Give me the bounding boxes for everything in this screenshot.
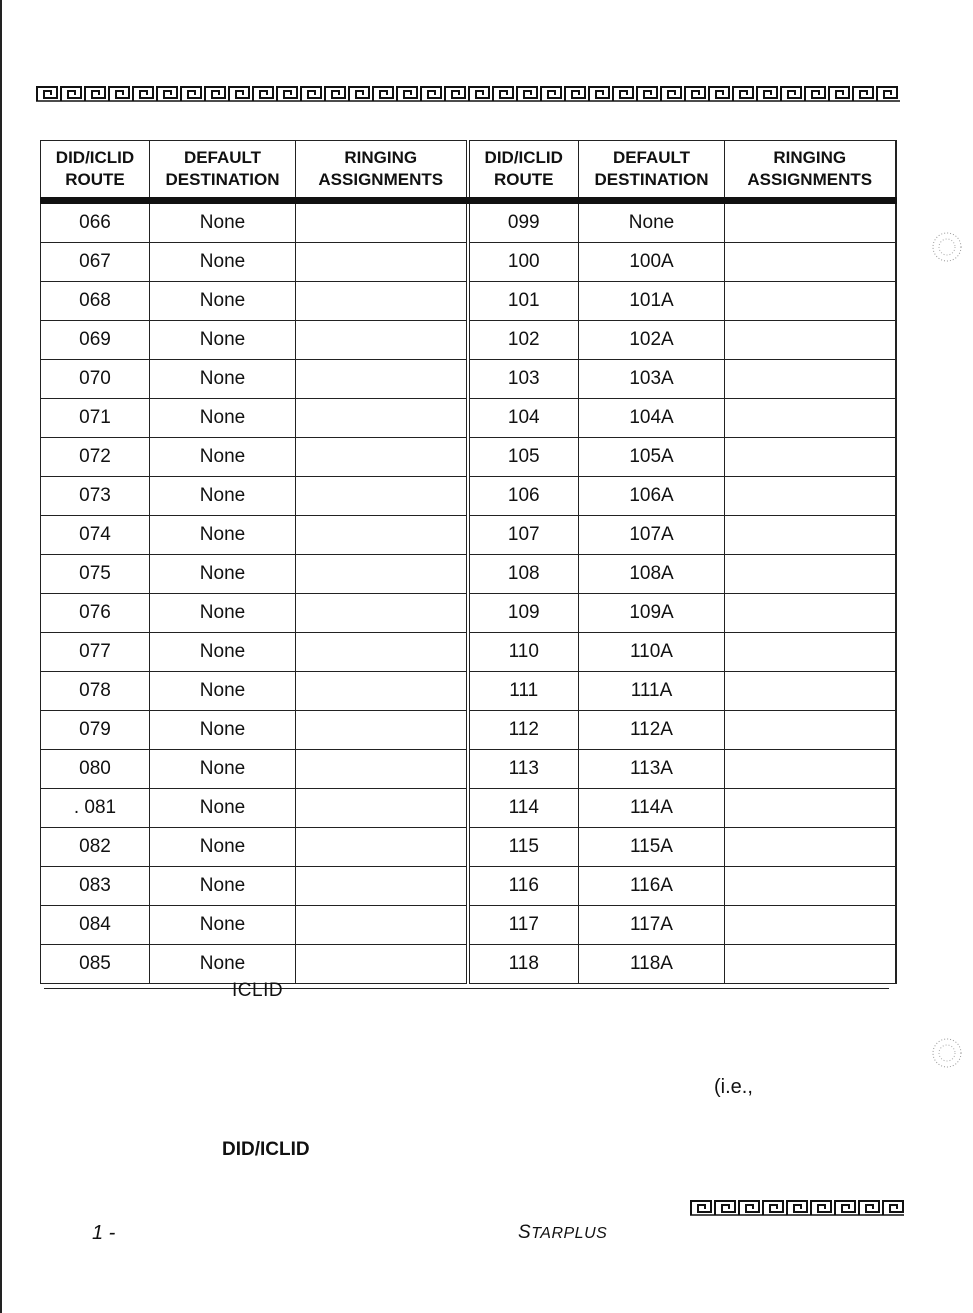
route-b-cell: 104 bbox=[468, 399, 579, 438]
route-b-cell: 114 bbox=[468, 789, 579, 828]
destination-b-cell: 106A bbox=[579, 477, 725, 516]
table-row bbox=[41, 321, 896, 360]
destination-a-cell: None bbox=[150, 399, 296, 438]
table-row bbox=[41, 516, 896, 555]
header-line: DEFAULT bbox=[183, 148, 262, 167]
brand-initial: S bbox=[518, 1222, 532, 1243]
route-a-cell: 074 bbox=[41, 516, 150, 555]
table-row bbox=[41, 906, 896, 945]
header-line: ROUTE bbox=[65, 170, 125, 189]
ringing-b-cell bbox=[725, 360, 896, 399]
route-b-cell: 111 bbox=[468, 672, 579, 711]
route-a-cell: 083 bbox=[41, 867, 150, 906]
brand-rest: TARPLUS bbox=[531, 1225, 608, 1242]
route-b-cell: 113 bbox=[468, 750, 579, 789]
table-row bbox=[41, 867, 896, 906]
destination-b-cell: 103A bbox=[579, 360, 725, 399]
header-line: DESTINATION bbox=[594, 170, 709, 189]
header-line: DESTINATION bbox=[165, 170, 280, 189]
route-a-cell: 078 bbox=[41, 672, 150, 711]
destination-b-cell: 110A bbox=[579, 633, 725, 672]
ie-fragment: (i.e., bbox=[714, 1076, 753, 1098]
route-a-cell: 073 bbox=[41, 477, 150, 516]
table-row bbox=[41, 750, 896, 789]
destination-a-cell: None bbox=[150, 633, 296, 672]
ringing-a-cell bbox=[296, 516, 468, 555]
destination-b-cell: 102A bbox=[579, 321, 725, 360]
ringing-a-cell bbox=[296, 828, 468, 867]
route-a-cell: . 081 bbox=[41, 789, 150, 828]
destination-a-cell: None bbox=[150, 867, 296, 906]
destination-a-cell: None bbox=[150, 594, 296, 633]
ringing-a-cell bbox=[296, 672, 468, 711]
ringing-a-cell bbox=[296, 477, 468, 516]
destination-a-cell: None bbox=[150, 438, 296, 477]
table-row bbox=[41, 555, 896, 594]
destination-b-cell: 117A bbox=[579, 906, 725, 945]
iclid-fragment: ICLID bbox=[232, 980, 284, 1001]
route-a-cell: 069 bbox=[41, 321, 150, 360]
route-a-cell: 085 bbox=[41, 945, 150, 984]
table-header-row bbox=[41, 141, 896, 201]
ringing-a-cell bbox=[296, 399, 468, 438]
route-b-cell: 106 bbox=[468, 477, 579, 516]
did-route-table-container bbox=[40, 140, 895, 984]
table-row bbox=[41, 399, 896, 438]
destination-a-cell: None bbox=[150, 201, 296, 243]
destination-a-cell: None bbox=[150, 282, 296, 321]
table-row bbox=[41, 828, 896, 867]
greek-key-border-top bbox=[36, 86, 900, 102]
header-line: RINGING bbox=[773, 148, 847, 167]
did-iclid-fragment: DID/ICLID bbox=[222, 1139, 310, 1160]
ringing-b-cell bbox=[725, 438, 896, 477]
route-a-cell: 084 bbox=[41, 906, 150, 945]
ringing-b-cell bbox=[725, 594, 896, 633]
ringing-b-cell bbox=[725, 243, 896, 282]
header-destination-a bbox=[150, 141, 296, 201]
ringing-b-cell bbox=[725, 711, 896, 750]
header-route-b bbox=[468, 141, 579, 201]
ringing-a-cell bbox=[296, 360, 468, 399]
destination-a-cell: None bbox=[150, 243, 296, 282]
destination-a-cell: None bbox=[150, 789, 296, 828]
greek-key-border-bottom bbox=[690, 1200, 904, 1216]
table-row bbox=[41, 282, 896, 321]
route-b-cell: 101 bbox=[468, 282, 579, 321]
route-a-cell: 072 bbox=[41, 438, 150, 477]
destination-a-cell: None bbox=[150, 750, 296, 789]
route-a-cell: 077 bbox=[41, 633, 150, 672]
destination-b-cell: 109A bbox=[579, 594, 725, 633]
route-b-cell: 100 bbox=[468, 243, 579, 282]
table-row bbox=[41, 945, 896, 984]
destination-b-cell: 101A bbox=[579, 282, 725, 321]
table-row bbox=[41, 594, 896, 633]
destination-b-cell: 105A bbox=[579, 438, 725, 477]
header-line: RINGING bbox=[344, 148, 418, 167]
header-line: ASSIGNMENTS bbox=[318, 170, 444, 189]
ringing-b-cell bbox=[725, 828, 896, 867]
ringing-a-cell bbox=[296, 945, 468, 984]
route-b-cell: 107 bbox=[468, 516, 579, 555]
destination-b-cell: 116A bbox=[579, 867, 725, 906]
destination-b-cell: 112A bbox=[579, 711, 725, 750]
destination-b-cell: 100A bbox=[579, 243, 725, 282]
ringing-a-cell bbox=[296, 438, 468, 477]
ringing-a-cell bbox=[296, 711, 468, 750]
destination-a-cell: None bbox=[150, 516, 296, 555]
ringing-a-cell bbox=[296, 555, 468, 594]
destination-a-cell: None bbox=[150, 555, 296, 594]
destination-b-cell: None bbox=[579, 201, 725, 243]
destination-b-cell: 114A bbox=[579, 789, 725, 828]
route-a-cell: 079 bbox=[41, 711, 150, 750]
route-b-cell: 115 bbox=[468, 828, 579, 867]
route-a-cell: 066 bbox=[41, 201, 150, 243]
destination-b-cell: 107A bbox=[579, 516, 725, 555]
header-ringing-b bbox=[725, 141, 896, 201]
ringing-a-cell bbox=[296, 750, 468, 789]
destination-b-cell: 118A bbox=[579, 945, 725, 984]
route-b-cell: 117 bbox=[468, 906, 579, 945]
ringing-b-cell bbox=[725, 516, 896, 555]
table-row bbox=[41, 711, 896, 750]
destination-b-cell: 115A bbox=[579, 828, 725, 867]
table-bottom-rule bbox=[44, 988, 889, 989]
table-row bbox=[41, 201, 896, 243]
route-b-cell: 112 bbox=[468, 711, 579, 750]
route-a-cell: 082 bbox=[41, 828, 150, 867]
table-row bbox=[41, 438, 896, 477]
page-number: 1 - bbox=[92, 1222, 116, 1244]
destination-a-cell: None bbox=[150, 360, 296, 399]
ringing-a-cell bbox=[296, 633, 468, 672]
header-ringing-a bbox=[296, 141, 468, 201]
destination-b-cell: 108A bbox=[579, 555, 725, 594]
header-line: DID/ICLID bbox=[484, 148, 563, 167]
destination-a-cell: None bbox=[150, 906, 296, 945]
page-left-edge bbox=[0, 0, 2, 1313]
route-b-cell: 110 bbox=[468, 633, 579, 672]
destination-b-cell: 104A bbox=[579, 399, 725, 438]
ringing-b-cell bbox=[725, 399, 896, 438]
route-b-cell: 105 bbox=[468, 438, 579, 477]
header-line: ROUTE bbox=[494, 170, 554, 189]
table-row bbox=[41, 360, 896, 399]
table-row bbox=[41, 477, 896, 516]
table-row bbox=[41, 789, 896, 828]
route-b-cell: 099 bbox=[468, 201, 579, 243]
destination-a-cell: None bbox=[150, 321, 296, 360]
destination-a-cell: None bbox=[150, 945, 296, 984]
ringing-b-cell bbox=[725, 282, 896, 321]
destination-a-cell: None bbox=[150, 477, 296, 516]
table-row bbox=[41, 672, 896, 711]
table-row bbox=[41, 243, 896, 282]
route-b-cell: 103 bbox=[468, 360, 579, 399]
ringing-a-cell bbox=[296, 789, 468, 828]
ringing-b-cell bbox=[725, 672, 896, 711]
route-b-cell: 108 bbox=[468, 555, 579, 594]
ringing-a-cell bbox=[296, 321, 468, 360]
route-a-cell: 075 bbox=[41, 555, 150, 594]
scan-speckle-mark bbox=[928, 1034, 966, 1072]
ringing-a-cell bbox=[296, 243, 468, 282]
route-a-cell: 067 bbox=[41, 243, 150, 282]
ringing-b-cell bbox=[725, 477, 896, 516]
ringing-b-cell bbox=[725, 201, 896, 243]
ringing-a-cell bbox=[296, 201, 468, 243]
destination-b-cell: 111A bbox=[579, 672, 725, 711]
destination-a-cell: None bbox=[150, 711, 296, 750]
ringing-b-cell bbox=[725, 867, 896, 906]
ringing-b-cell bbox=[725, 789, 896, 828]
ringing-b-cell bbox=[725, 906, 896, 945]
ringing-a-cell bbox=[296, 282, 468, 321]
route-a-cell: 071 bbox=[41, 399, 150, 438]
ringing-b-cell bbox=[725, 555, 896, 594]
header-line: ASSIGNMENTS bbox=[747, 170, 873, 189]
route-b-cell: 116 bbox=[468, 867, 579, 906]
route-b-cell: 109 bbox=[468, 594, 579, 633]
scan-speckle-mark bbox=[928, 228, 966, 266]
route-a-cell: 070 bbox=[41, 360, 150, 399]
route-a-cell: 068 bbox=[41, 282, 150, 321]
footer-brand bbox=[518, 1222, 607, 1244]
did-route-table bbox=[40, 140, 897, 984]
header-destination-b bbox=[579, 141, 725, 201]
ringing-b-cell bbox=[725, 750, 896, 789]
ringing-a-cell bbox=[296, 906, 468, 945]
header-line: DEFAULT bbox=[612, 148, 691, 167]
ringing-b-cell bbox=[725, 945, 896, 984]
header-route-a bbox=[41, 141, 150, 201]
table-row bbox=[41, 633, 896, 672]
route-b-cell: 102 bbox=[468, 321, 579, 360]
destination-a-cell: None bbox=[150, 672, 296, 711]
route-a-cell: 080 bbox=[41, 750, 150, 789]
route-a-cell: 076 bbox=[41, 594, 150, 633]
route-b-cell: 118 bbox=[468, 945, 579, 984]
destination-b-cell: 113A bbox=[579, 750, 725, 789]
ringing-a-cell bbox=[296, 867, 468, 906]
destination-a-cell: None bbox=[150, 828, 296, 867]
ringing-b-cell bbox=[725, 321, 896, 360]
ringing-a-cell bbox=[296, 594, 468, 633]
header-line: DID/ICLID bbox=[55, 148, 135, 167]
ringing-b-cell bbox=[725, 633, 896, 672]
table-body bbox=[41, 201, 896, 984]
